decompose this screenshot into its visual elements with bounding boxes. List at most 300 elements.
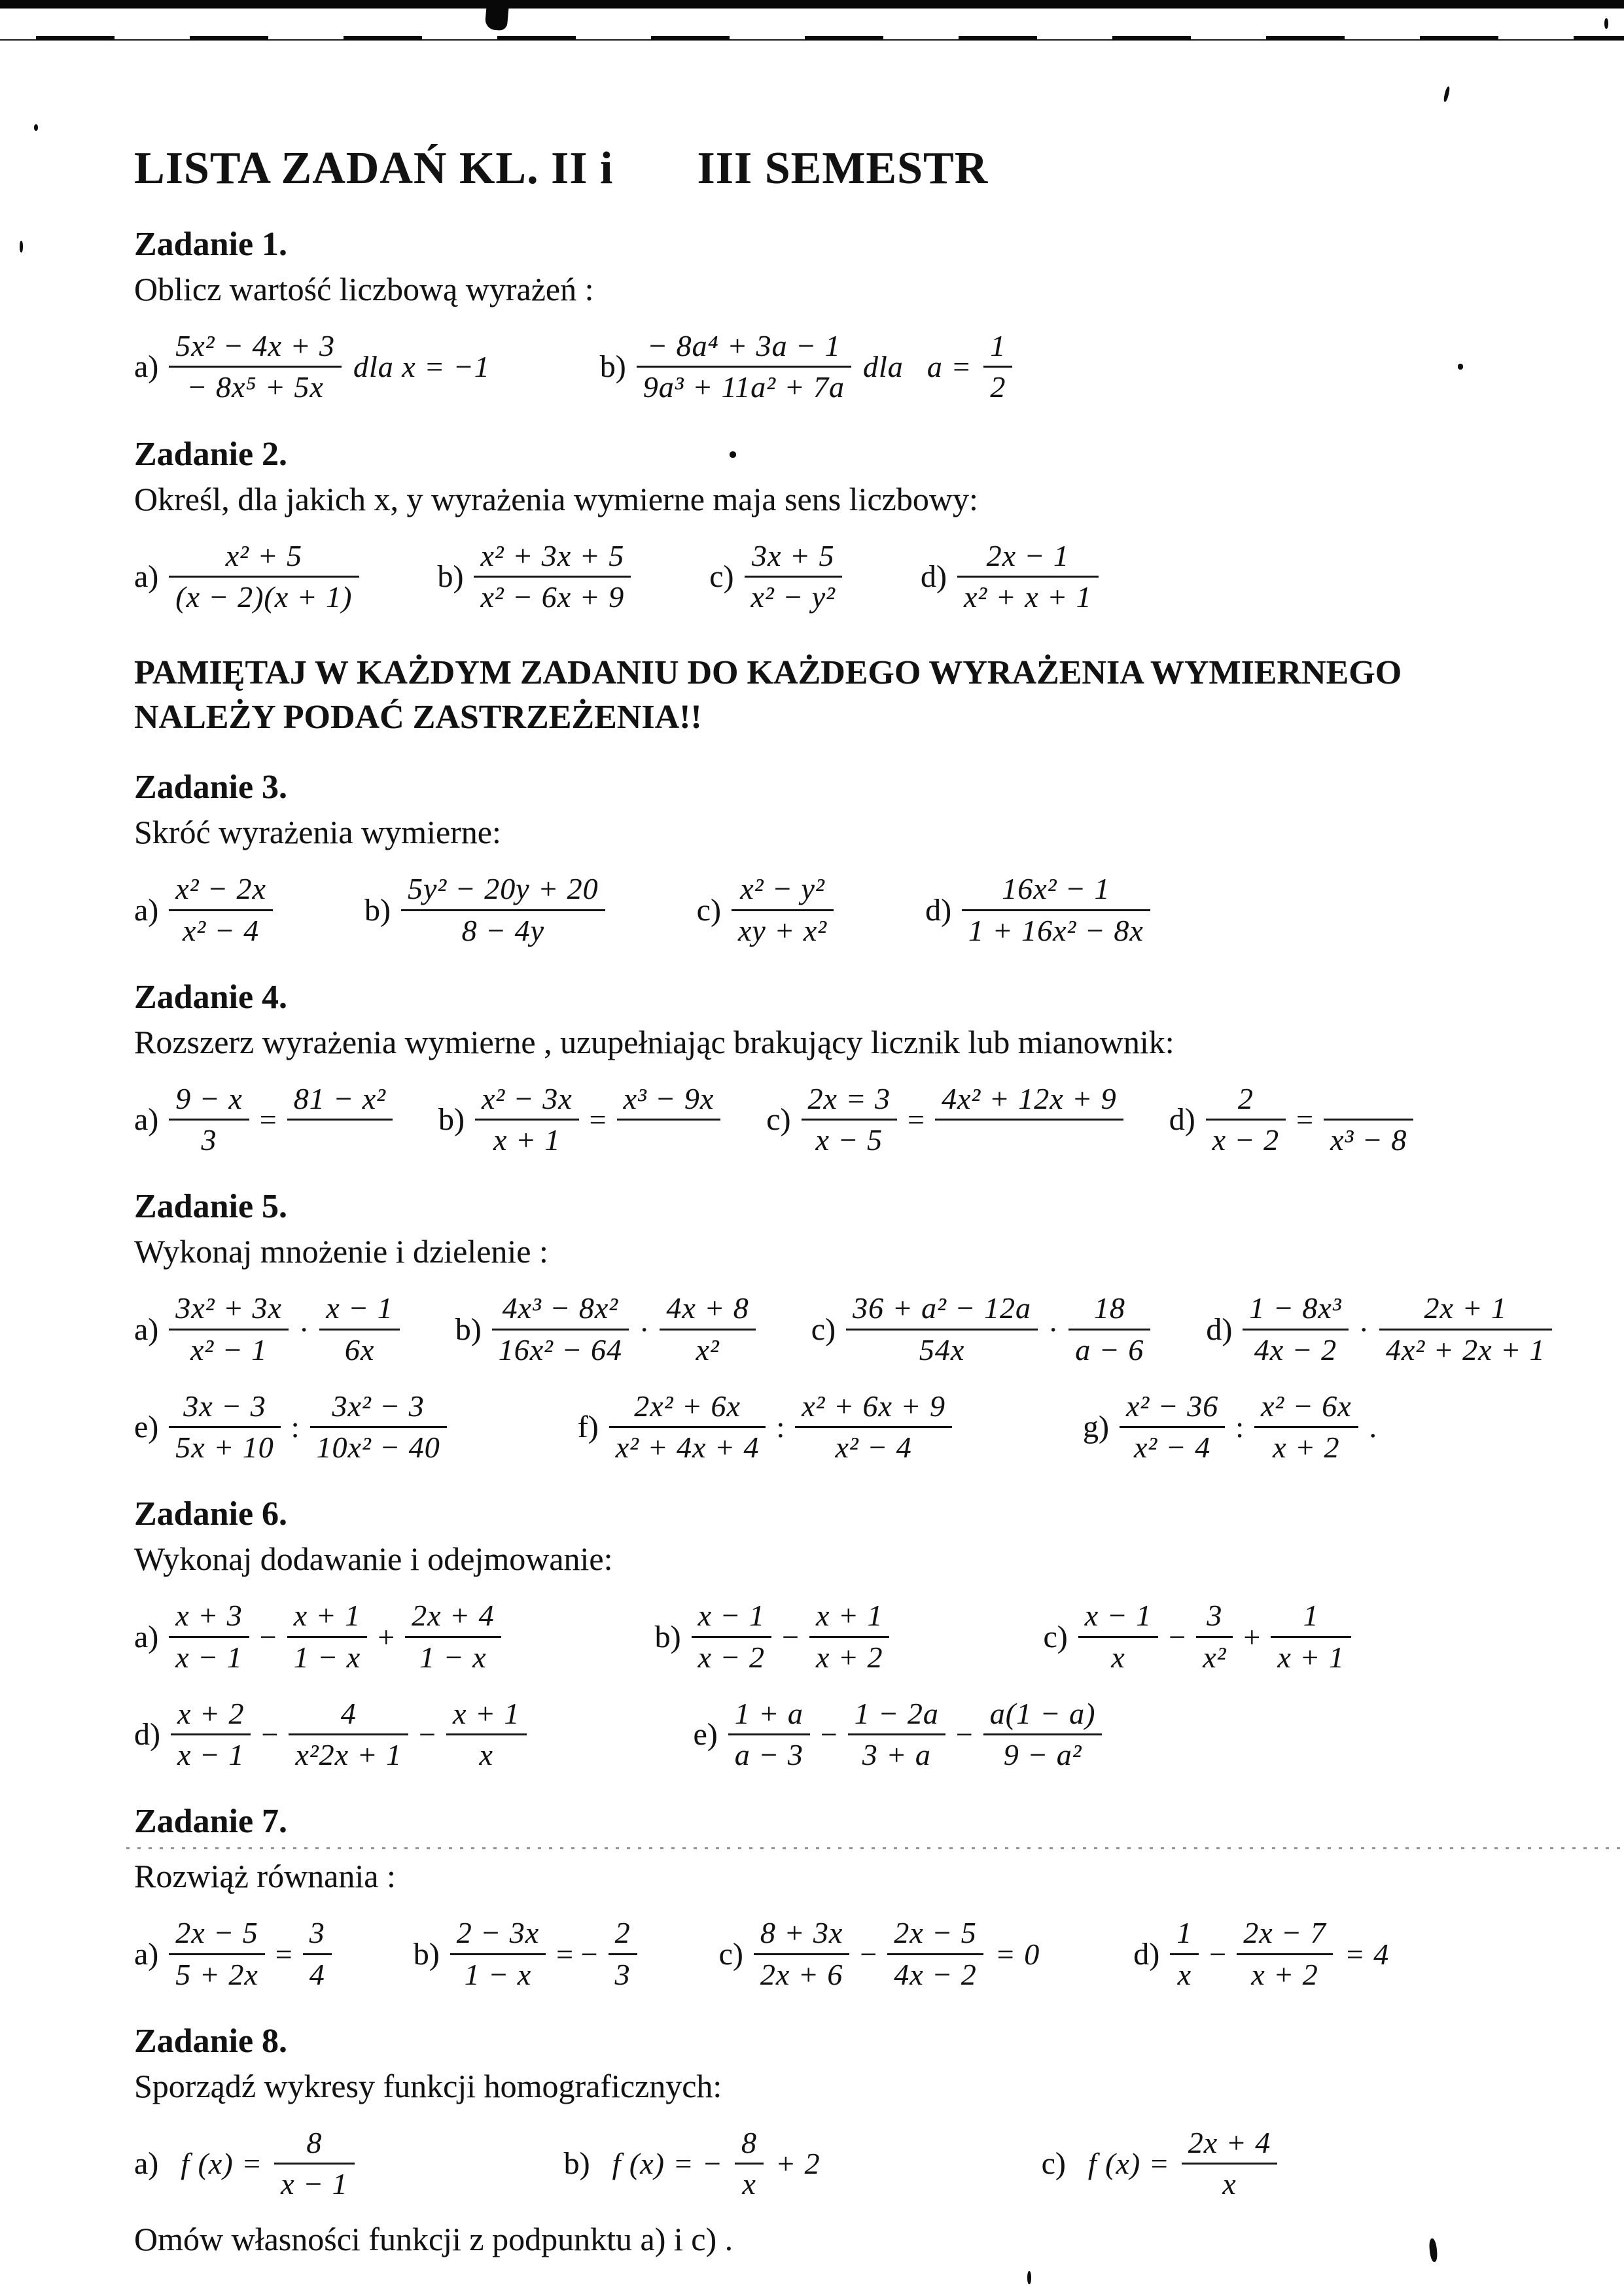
fraction-numerator: 1 (1176, 1916, 1193, 1950)
fraction-bar (310, 1426, 447, 1428)
item-label: a) (134, 349, 159, 385)
fraction (1068, 1290, 1150, 1368)
fraction-denominator: 8 − 4y (461, 913, 545, 947)
fraction-denominator: 9a³ + 11a² + 7a (643, 370, 845, 404)
fraction-denominator: 54x (919, 1332, 965, 1366)
fraction-denominator: x² − y² (750, 580, 836, 614)
fraction-numerator: 2x − 5 (894, 1916, 977, 1950)
fraction-bar (274, 2163, 354, 2165)
task-zadanie-5 (134, 1187, 1545, 1466)
fraction-denominator (1002, 1122, 1057, 1158)
fraction-numerator: x² − 2x (175, 872, 266, 906)
item-label: c) (709, 559, 734, 594)
fraction-numerator: x + 1 (453, 1696, 520, 1730)
expression-item (134, 871, 273, 949)
fraction-bar (1243, 1329, 1348, 1331)
fraction-numerator: 2x − 1 (986, 538, 1070, 572)
task-instruction: Wykonaj mnożenie i dzielenie : (134, 1233, 548, 1270)
item-label: d) (925, 892, 952, 928)
expression-row (134, 1597, 1532, 1676)
fraction (274, 2125, 354, 2203)
fraction (303, 1915, 332, 1993)
fraction (169, 1290, 289, 1368)
fraction-numerator (1341, 1081, 1396, 1117)
fraction-bar (1196, 1636, 1233, 1638)
fraction-denominator: xy + x² (737, 913, 828, 947)
task-zadanie-1 (134, 225, 1532, 406)
fraction-denominator: x + 2 (1251, 1957, 1318, 1991)
task-zadanie-4 (134, 978, 1532, 1159)
fraction (1324, 1081, 1413, 1159)
expression-item (811, 1290, 1151, 1368)
fraction-bar (1068, 1329, 1150, 1331)
fraction-denominator: 4 (309, 1957, 325, 1991)
fraction-numerator: 8 (306, 2125, 323, 2159)
scan-blob-artifact (484, 6, 508, 31)
fraction-denominator: x − 1 (175, 1640, 243, 1674)
fraction-numerator: − 8a⁴ + 3a − 1 (647, 329, 841, 362)
fraction-numerator: 3x − 3 (183, 1389, 266, 1423)
expression-item (925, 871, 1150, 949)
fraction-denominator: x + 2 (1273, 1431, 1340, 1465)
fraction-bar (1120, 1426, 1225, 1428)
task-heading: Zadanie 3. (134, 769, 288, 807)
expression-item (697, 871, 834, 949)
fraction-numerator: x − 1 (326, 1291, 393, 1325)
reminder-line: NALEŻY PODAĆ ZASTRZEŻENIA!! (134, 698, 702, 736)
fraction (848, 1696, 945, 1774)
fraction-bar (289, 1733, 408, 1735)
fraction-numerator: 2 (1237, 1081, 1254, 1115)
fraction-numerator: 3 (1207, 1599, 1223, 1633)
math-operator: − (261, 1718, 279, 1752)
fraction (169, 871, 273, 949)
task-zadanie-6 (134, 1495, 1532, 1773)
fraction (1170, 1915, 1199, 1993)
fraction-bar (1324, 1119, 1413, 1121)
task-instruction: Skróć wyrażenia wymierne: (134, 814, 501, 851)
reminder-note (134, 651, 1532, 739)
fraction (405, 1597, 501, 1676)
fraction (169, 328, 342, 406)
fraction-numerator: 3x² − 3 (332, 1389, 425, 1423)
task-instruction: Wykonaj dodawanie i odejmowanie: (134, 1540, 613, 1578)
fraction-bar (171, 1733, 251, 1735)
fraction-bar (809, 1636, 889, 1638)
fraction-bar (319, 1329, 399, 1331)
fraction (310, 1388, 447, 1467)
task-heading: Zadanie 2. (134, 435, 288, 473)
task-instruction: Oblicz wartość liczbową wyrażeń : (134, 271, 594, 307)
expression-item (134, 1290, 400, 1368)
expression-item (414, 1915, 637, 1993)
fraction-bar (405, 1636, 501, 1638)
fraction (935, 1081, 1123, 1159)
item-label: a) (134, 2146, 159, 2182)
scan-dotted-line-artifact (126, 1847, 1624, 1849)
item-label: d) (1169, 1102, 1195, 1138)
item-label: b) (364, 892, 391, 928)
fraction-denominator: 1 − x (464, 1957, 532, 1991)
fraction-denominator: x² − 6x + 9 (480, 580, 625, 614)
scan-top-edge-artifact (0, 0, 1624, 9)
math-operator: = (275, 1937, 292, 1971)
fraction (474, 538, 631, 616)
task-heading: Zadanie 1. (134, 226, 288, 263)
fraction-denominator: 6x (344, 1332, 375, 1366)
math-text: + 2 (775, 2147, 821, 2181)
item-label: b) (563, 2146, 590, 2182)
fraction-bar (1182, 2163, 1277, 2165)
fraction-bar (637, 366, 851, 368)
expression-item (134, 1081, 393, 1159)
fraction-denominator: (x − 2)(x + 1) (175, 580, 353, 614)
fraction-denominator: 3 (201, 1123, 217, 1157)
fraction-denominator: − 8x⁵ + 5x (186, 370, 324, 404)
math-text: f (x) = (181, 2147, 263, 2181)
fraction-bar (983, 1733, 1103, 1735)
fraction (475, 1081, 579, 1159)
fraction-denominator: 3 (614, 1957, 631, 1991)
fraction (1120, 1388, 1225, 1467)
item-label: b) (437, 559, 464, 594)
fraction-denominator: x − 1 (177, 1738, 245, 1772)
fraction-numerator: 81 − x² (293, 1081, 386, 1115)
fraction-numerator: 1 (990, 329, 1006, 362)
math-text: a = (927, 350, 972, 384)
expression-item (564, 2125, 832, 2203)
fraction (1237, 1915, 1332, 1993)
task-instruction: Określ, dla jakich x, y wyrażenia wymierne maja sens liczbowy: (134, 480, 978, 517)
fraction-denominator: x² + 4x + 4 (615, 1431, 760, 1465)
fraction-numerator: 2x − 5 (175, 1916, 258, 1950)
fraction-numerator: 2x + 4 (1188, 2125, 1271, 2159)
fraction-bar (660, 1329, 755, 1331)
math-operator: = (1296, 1103, 1314, 1137)
math-operator: = − (556, 1937, 598, 1971)
fraction (169, 538, 359, 616)
expression-item (766, 1081, 1123, 1159)
fraction-numerator: 1 − 8x³ (1249, 1291, 1342, 1325)
task-heading: Zadanie 7. (134, 1803, 288, 1841)
expression-item (1083, 1388, 1390, 1467)
fraction (795, 1388, 952, 1467)
fraction-numerator: 2x + 1 (1424, 1291, 1507, 1325)
math-operator: · (1048, 1312, 1059, 1346)
fraction (983, 1696, 1103, 1774)
fraction-bar (692, 1636, 771, 1638)
fraction-numerator: x² + 5 (225, 538, 303, 572)
fraction-denominator: x + 2 (816, 1640, 883, 1674)
fraction-numerator: 36 + a² − 12a (853, 1291, 1031, 1325)
fraction-numerator: x + 1 (293, 1599, 361, 1633)
scan-speck (34, 124, 38, 131)
expression-row (134, 1696, 1532, 1774)
fraction-denominator: x² + x + 1 (963, 580, 1092, 614)
fraction-denominator: x³ − 8 (1330, 1123, 1407, 1157)
fraction-numerator: 1 + a (734, 1696, 803, 1730)
fraction-numerator: x + 1 (816, 1599, 883, 1633)
fraction (287, 1597, 367, 1676)
task-zadanie-3 (134, 768, 1532, 949)
math-operator: − (1169, 1620, 1186, 1654)
item-label: c) (696, 892, 721, 928)
fraction-bar (617, 1119, 721, 1121)
fraction (492, 1290, 629, 1368)
fraction-numerator: 1 − 2a (854, 1696, 939, 1730)
item-label: b) (654, 1619, 681, 1654)
fraction-bar (962, 909, 1150, 911)
fraction (637, 328, 851, 406)
fraction-bar (935, 1119, 1123, 1121)
math-operator: − (1209, 1937, 1227, 1971)
fraction-denominator: x − 2 (697, 1640, 766, 1674)
expression-item (455, 1290, 756, 1368)
fraction (1182, 2125, 1277, 2203)
math-text: dla x = −1 (353, 350, 490, 384)
item-label: c) (1041, 2146, 1066, 2182)
fraction-bar (169, 1329, 289, 1331)
fraction-numerator: 8 (741, 2125, 758, 2159)
fraction-bar (169, 366, 342, 368)
item-label: b) (599, 349, 626, 385)
fraction-numerator: 3x + 5 (752, 538, 835, 572)
expression-item (655, 1597, 890, 1676)
math-text: = 0 (995, 1937, 1040, 1971)
fraction-bar (169, 1636, 249, 1638)
fraction (609, 1388, 766, 1467)
fraction-denominator: 1 − x (293, 1640, 361, 1674)
item-label: f) (577, 1410, 599, 1445)
item-label: c) (766, 1102, 791, 1138)
fraction (169, 1915, 264, 1993)
fraction (169, 1597, 249, 1676)
fraction-bar (887, 1953, 983, 1955)
item-label: a) (134, 1936, 159, 1972)
fraction-denominator: a − 6 (1075, 1332, 1144, 1366)
fraction-numerator: x² − 3x (481, 1081, 573, 1115)
fraction-bar (609, 1426, 766, 1428)
fraction-numerator: 1 (1303, 1599, 1319, 1633)
fraction-bar (1271, 1636, 1350, 1638)
task-heading: Zadanie 4. (134, 978, 288, 1016)
fraction (660, 1290, 755, 1368)
expression-item (600, 328, 1013, 406)
math-operator: − (419, 1718, 436, 1752)
fraction (809, 1597, 889, 1676)
worksheet-body (134, 225, 1545, 2258)
task-instruction: Sporządź wykresy funkcji homograficznych: (134, 2067, 722, 2104)
fraction (962, 871, 1150, 949)
fraction-denominator: 1 − x (419, 1640, 487, 1674)
fraction (1196, 1597, 1233, 1676)
item-label: b) (438, 1102, 465, 1138)
fraction-bar (983, 366, 1012, 368)
fraction-denominator: x (1222, 2167, 1237, 2201)
fraction-denominator (312, 1122, 367, 1158)
title-right: III SEMESTR (697, 143, 989, 194)
task-instruction: Rozwiąż równania : (134, 1858, 396, 1895)
expression-row (134, 1388, 1532, 1467)
fraction-bar (732, 909, 834, 911)
fraction-bar (492, 1329, 629, 1331)
fraction-bar (754, 1953, 849, 1955)
math-operator: = (259, 1103, 277, 1137)
fraction (692, 1597, 771, 1676)
fraction-bar (446, 1733, 526, 1735)
fraction-numerator: 5y² − 20y + 20 (407, 872, 599, 906)
fraction (1206, 1081, 1286, 1159)
expression-item (1042, 2125, 1278, 2203)
math-operator: : (776, 1410, 785, 1444)
fraction (732, 871, 834, 949)
fraction-numerator: x² − 36 (1125, 1389, 1219, 1423)
fraction (1379, 1290, 1552, 1368)
math-text: . (1369, 1410, 1379, 1444)
expression-item (694, 1696, 1103, 1774)
fraction-denominator: x² − 4 (835, 1431, 912, 1465)
task-heading: Zadanie 6. (134, 1495, 288, 1533)
math-text: = 4 (1344, 1937, 1390, 1971)
fraction (289, 1696, 408, 1774)
fraction-bar (1170, 1953, 1199, 1955)
fraction-bar (450, 1953, 546, 1955)
fraction-bar (287, 1119, 393, 1121)
fraction (754, 1915, 849, 1993)
fraction (617, 1081, 721, 1159)
fraction (802, 1081, 897, 1159)
item-label: c) (1043, 1619, 1068, 1654)
fraction (1254, 1388, 1358, 1467)
expression-item (134, 1597, 501, 1676)
fraction-numerator: 3x² + 3x (175, 1291, 282, 1325)
expression-row (134, 1915, 1532, 1993)
fraction (1271, 1597, 1350, 1676)
fraction-numerator: 8 + 3x (760, 1916, 843, 1950)
fraction-denominator: x + 1 (1277, 1640, 1345, 1674)
expression-item (1133, 1915, 1401, 1993)
item-label: e) (134, 1410, 159, 1445)
fraction-bar (169, 576, 359, 578)
math-operator: + (378, 1620, 395, 1654)
expression-item (921, 538, 1099, 616)
fraction-numerator: 2x + 4 (412, 1599, 495, 1633)
fraction-bar (1379, 1329, 1552, 1331)
item-label: c) (811, 1312, 836, 1347)
math-operator: · (1358, 1312, 1369, 1346)
fraction-bar (1206, 1119, 1286, 1121)
scan-speck (20, 241, 23, 252)
fraction-denominator: x² − 4 (1133, 1431, 1211, 1465)
math-text: f (x) = (1087, 2147, 1170, 2181)
expression-row (134, 1081, 1532, 1159)
item-label: e) (693, 1717, 718, 1752)
fraction-bar (802, 1119, 897, 1121)
fraction-denominator: 4x − 2 (1254, 1332, 1337, 1366)
fraction-numerator: 4 (340, 1696, 357, 1730)
math-operator: · (639, 1312, 650, 1346)
item-label: a) (134, 1619, 159, 1654)
fraction-denominator: x² − 4 (183, 913, 260, 947)
fraction-numerator: x² + 6x + 9 (802, 1389, 945, 1423)
fraction-numerator: a(1 − a) (989, 1696, 1096, 1730)
fraction-numerator: 5x² − 4x + 3 (175, 329, 336, 362)
expression-item (1043, 1597, 1350, 1676)
expression-item (438, 538, 631, 616)
fraction-denominator: x² (1203, 1640, 1227, 1674)
page-title (134, 143, 1532, 195)
fraction-denominator: x (479, 1738, 493, 1772)
expression-item (1206, 1290, 1551, 1368)
fraction (887, 1915, 983, 1993)
fraction (401, 871, 605, 949)
math-operator: − (259, 1620, 277, 1654)
fraction (319, 1290, 399, 1368)
fraction-numerator: x² − y² (740, 872, 825, 906)
fraction-bar (401, 909, 605, 911)
expression-row (134, 328, 1532, 406)
math-operator: + (1243, 1620, 1261, 1654)
task-heading: Zadanie 5. (134, 1188, 288, 1226)
fraction-denominator: 1 + 16x² − 8x (968, 913, 1144, 947)
fraction-denominator: 5x + 10 (175, 1431, 274, 1465)
fraction-denominator: 2 (990, 370, 1006, 404)
fraction-bar (287, 1636, 367, 1638)
fraction (1078, 1597, 1158, 1676)
expression-item (134, 2125, 355, 2203)
fraction-bar (169, 1119, 249, 1121)
fraction (957, 538, 1099, 616)
scan-wavy-line-artifact (0, 36, 1624, 41)
fraction-numerator: 9 − x (175, 1081, 243, 1115)
expression-item (134, 1696, 527, 1774)
task-heading: Zadanie 8. (134, 2022, 288, 2060)
fraction (171, 1696, 251, 1774)
fraction-denominator: x (1177, 1957, 1192, 1991)
fraction-numerator: 2 (614, 1916, 631, 1950)
math-operator: = (589, 1103, 607, 1137)
fraction (609, 1915, 637, 1993)
fraction-bar (303, 1953, 332, 1955)
reminder-line: PAMIĘTAJ W KAŻDYM ZADANIU DO KAŻDEGO WYRAŻENIA WYMIERNEGO (134, 654, 1402, 692)
fraction-bar (474, 576, 631, 578)
item-label: g) (1082, 1410, 1109, 1445)
item-label: a) (134, 559, 159, 594)
item-label: a) (134, 892, 159, 928)
title-left: LISTA ZADAŃ KL. II i (134, 143, 614, 194)
fraction-denominator: x² (696, 1332, 720, 1366)
fraction-bar (735, 2163, 764, 2165)
task-instruction: Rozszerz wyrażenia wymierne , uzupełniając brakujący licznik lub mianownik: (134, 1023, 1174, 1060)
fraction-bar (745, 576, 842, 578)
item-label: d) (920, 559, 947, 594)
task-zadanie-2 (134, 435, 1532, 616)
fraction-numerator: x + 3 (175, 1599, 243, 1633)
expression-item (134, 1388, 447, 1467)
expression-item (709, 538, 842, 616)
fraction-denominator: x − 1 (281, 2167, 348, 2201)
fraction-denominator: x (1111, 1640, 1125, 1674)
fraction-bar (728, 1733, 810, 1735)
fraction (1243, 1290, 1348, 1368)
fraction (735, 2125, 764, 2203)
item-label: d) (134, 1717, 160, 1752)
fraction-bar (169, 1426, 280, 1428)
expression-row (134, 871, 1532, 949)
math-text: dla (863, 350, 904, 384)
fraction-denominator: 5 + 2x (175, 1957, 258, 1991)
fraction-bar (169, 909, 273, 911)
